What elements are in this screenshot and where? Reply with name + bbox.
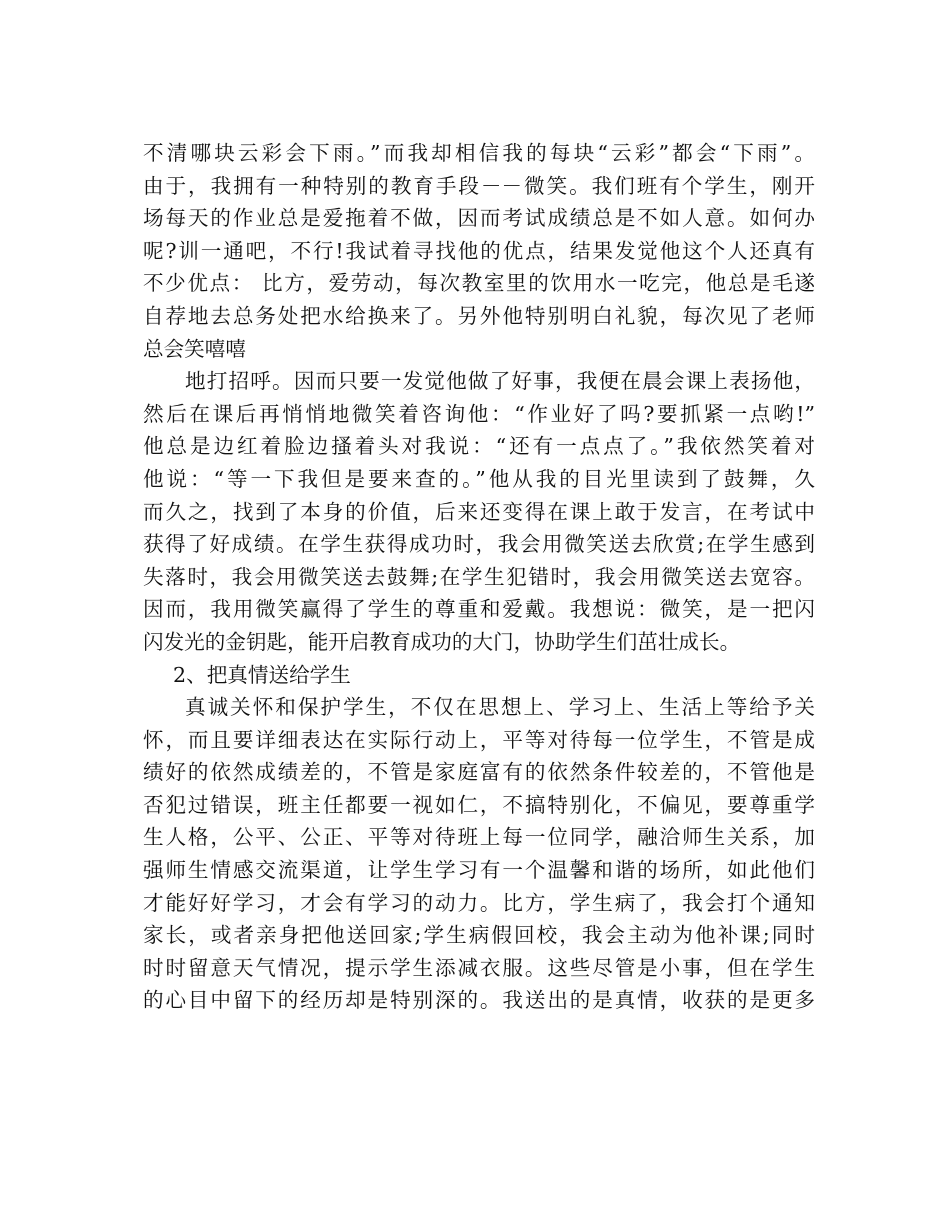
paragraph-line: 而久之，找到了本身的价值，后来还变得在课上敢于发言，在考试中 (143, 499, 815, 524)
paragraph-line: 场每天的作业总是爱拖着不做，因而考试成绩总是不如人意。如何办 (143, 206, 815, 231)
paragraph-line: 不清哪块云彩会下雨。”而我却相信我的每块“云彩”都会“下雨”。 (143, 141, 815, 165)
paragraph-line: 呢?训一通吧，不行!我试着寻找他的优点，结果发觉他这个人还真有 (143, 238, 815, 263)
paragraph-line: 失落时，我会用微笑送去鼓舞;在学生犯错时，我会用微笑送去宽容。 (143, 564, 815, 589)
paragraph-first-line: 地打招呼。因而只要一发觉他做了好事，我便在晨会课上表扬他， (185, 369, 815, 394)
paragraph-line: 强师生情感交流渠道，让学生学习有一个温馨和谐的场所，如此他们 (143, 858, 815, 883)
paragraph-line: 的心目中留下的经历却是特别深的。我送出的是真情，收获的是更多 (143, 988, 815, 1013)
paragraph-line: 获得了好成绩。在学生获得成功时，我会用微笑送去欣赏;在学生感到 (143, 532, 815, 557)
paragraph-line: 由于，我拥有一种特别的教育手段－－微笑。我们班有个学生，刚开 (143, 173, 815, 198)
paragraph-line: 家长，或者亲身把他送回家;学生病假回校，我会主动为他补课;同时 (143, 923, 815, 948)
paragraph-first-line: 真诚关怀和保护学生，不仅在思想上、学习上、生活上等给予关 (185, 695, 815, 720)
paragraph-line: 绩好的依然成绩差的，不管是家庭富有的依然条件较差的，不管他是 (143, 760, 815, 785)
paragraph-line: 不少优点： 比方，爱劳动，每次教室里的饮用水一吃完，他总是毛遂 (143, 271, 815, 296)
paragraph-line: 然后在课后再悄悄地微笑着咨询他：“作业好了吗?要抓紧一点哟!” (143, 401, 815, 426)
paragraph-line: 生人格，公平、公正、平等对待班上每一位同学，融洽师生关系，加 (143, 825, 815, 850)
document-body (143, 137, 815, 1017)
paragraph-line: 怀，而且要详细表达在实际行动上，平等对待每一位学生，不管是成 (143, 727, 815, 752)
section-heading: 2、把真情送给学生 (173, 662, 351, 687)
paragraph-line: 自荐地去总务处把水给换来了。另外他特别明白礼貌，每次见了老师 (143, 303, 815, 328)
paragraph-line: 时时留意天气情况，提示学生添减衣服。这些尽管是小事，但在学生 (143, 955, 815, 980)
paragraph-line: 他说：“等一下我但是要来查的。”他从我的目光里读到了鼓舞，久 (143, 466, 815, 491)
paragraph-line: 总会笑嘻嘻 (143, 336, 246, 361)
paragraph-line: 否犯过错误，班主任都要一视如仁，不搞特别化，不偏见，要尊重学 (143, 792, 815, 817)
paragraph-line: 因而，我用微笑赢得了学生的尊重和爱戴。我想说：微笑，是一把闪 (143, 597, 815, 622)
paragraph-line: 闪发光的金钥匙，能开启教育成功的大门，协助学生们茁壮成长。 (143, 629, 741, 654)
paragraph-line: 他总是边红着脸边搔着头对我说：“还有一点点了。”我依然笑着对 (143, 434, 815, 459)
paragraph-line: 才能好好学习，才会有学习的动力。比方，学生病了，我会打个通知 (143, 890, 815, 915)
